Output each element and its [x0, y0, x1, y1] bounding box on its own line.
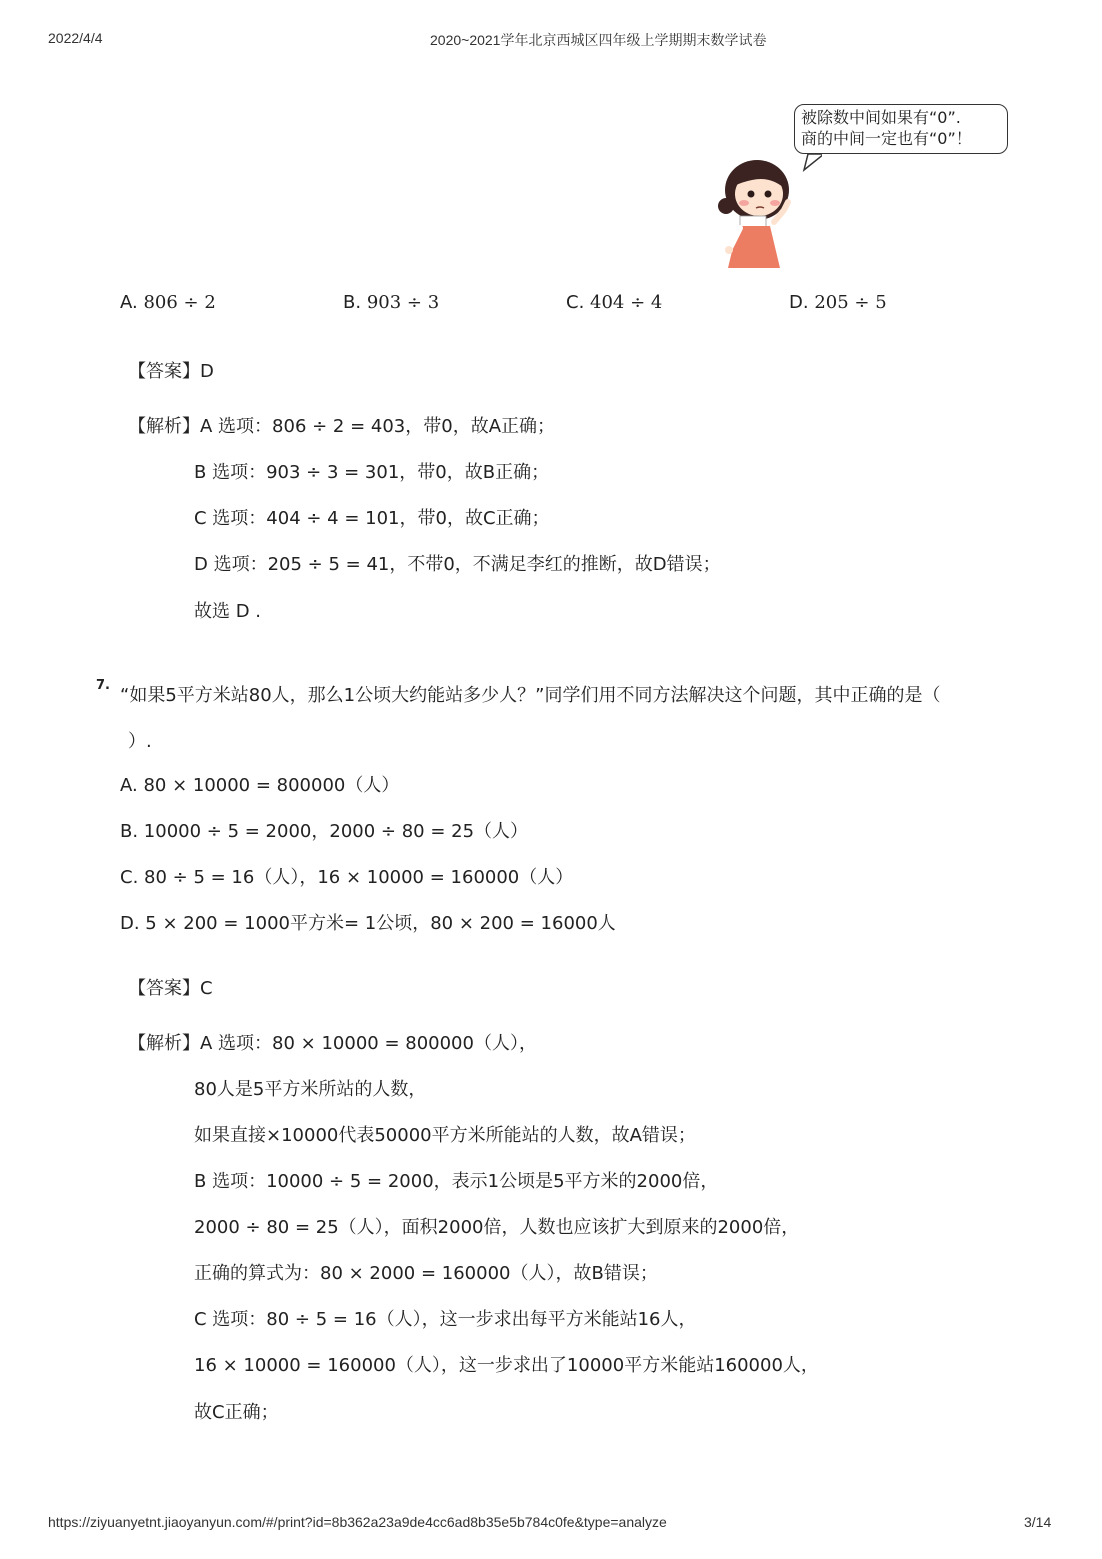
q7-option-a: A. 80 × 10000 = 800000（人） — [120, 775, 400, 796]
speech-bubble-line-1: 被除数中间如果有“0”. — [801, 108, 961, 127]
q7-analysis-line: 2000 ÷ 80 = 25（人），面积2000倍，人数也应该扩大到原来的2000倍， — [194, 1217, 800, 1238]
q7-option-c: C. 80 ÷ 5 = 16（人），16 × 10000 = 160000（人） — [120, 867, 574, 888]
q7-stem-line-2: ）. — [128, 731, 152, 752]
q7-analysis-line: 【解析】A 选项：80 × 10000 = 800000（人）， — [128, 1033, 537, 1054]
page-url: https://ziyuanyetnt.jiaoyanyun.com/#/print?id=8b362a23a9de4cc6ad8b35e5b784c0fe&type=analyze — [48, 1514, 667, 1530]
q6-analysis-line: 故选 D . — [194, 601, 262, 622]
document-title: 2020~2021学年北京西城区四年级上学期期末数学试卷 — [430, 32, 767, 48]
q7-option-d: D. 5 × 200 = 1000平方米= 1公顷，80 × 200 = 16000人 — [120, 913, 616, 934]
q7-analysis-line: 80人是5平方米所站的人数， — [194, 1079, 427, 1100]
q6-answer: 【答案】D — [128, 361, 214, 382]
q6-option-c: C. 404 ÷ 4 — [566, 292, 663, 313]
girl-illustration — [712, 150, 822, 272]
q6-analysis-line: B 选项：903 ÷ 3 = 301，带0，故B正确； — [194, 462, 550, 483]
q7-analysis-line: B 选项：10000 ÷ 5 = 2000，表示1公顷是5平方米的2000倍， — [194, 1171, 719, 1192]
q6-analysis-line: D 选项：205 ÷ 5 = 41，不带0，不满足李红的推断，故D错误； — [194, 554, 721, 575]
print-date: 2022/4/4 — [48, 30, 103, 46]
q7-stem-line-1: “如果5平方米站80人，那么1公顷大约能站多少人？”同学们用不同方法解决这个问题，其中正确的是（ — [120, 685, 941, 706]
q7-analysis-line: 16 × 10000 = 160000（人），这一步求出了10000平方米能站160000人， — [194, 1355, 819, 1376]
q6-option-d: D. 205 ÷ 5 — [789, 292, 887, 313]
q7-analysis-line: C 选项：80 ÷ 5 = 16（人），这一步求出每平方米能站16人， — [194, 1309, 697, 1330]
speech-bubble-line-2: 商的中间一定也有“0”！ — [801, 129, 972, 148]
q7-answer: 【答案】C — [128, 978, 213, 999]
q6-option-b: B. 903 ÷ 3 — [343, 292, 440, 313]
q7-analysis-line: 如果直接×10000代表50000平方米所能站的人数，故A错误； — [194, 1125, 696, 1146]
speech-bubble — [794, 104, 1008, 154]
q7-number: 7. — [96, 678, 110, 693]
q6-option-a: A. 806 ÷ 2 — [120, 292, 216, 313]
q6-analysis-line: 【解析】A 选项：806 ÷ 2 = 403，带0，故A正确； — [128, 416, 556, 437]
q6-analysis-line: C 选项：404 ÷ 4 = 101，带0，故C正确； — [194, 508, 550, 529]
q7-option-b: B. 10000 ÷ 5 = 2000，2000 ÷ 80 = 25（人） — [120, 821, 529, 842]
q7-analysis-line: 故C正确； — [194, 1402, 279, 1423]
page-number: 3/14 — [1024, 1514, 1052, 1530]
q7-analysis-line: 正确的算式为：80 × 2000 = 160000（人），故B错误； — [194, 1263, 658, 1284]
